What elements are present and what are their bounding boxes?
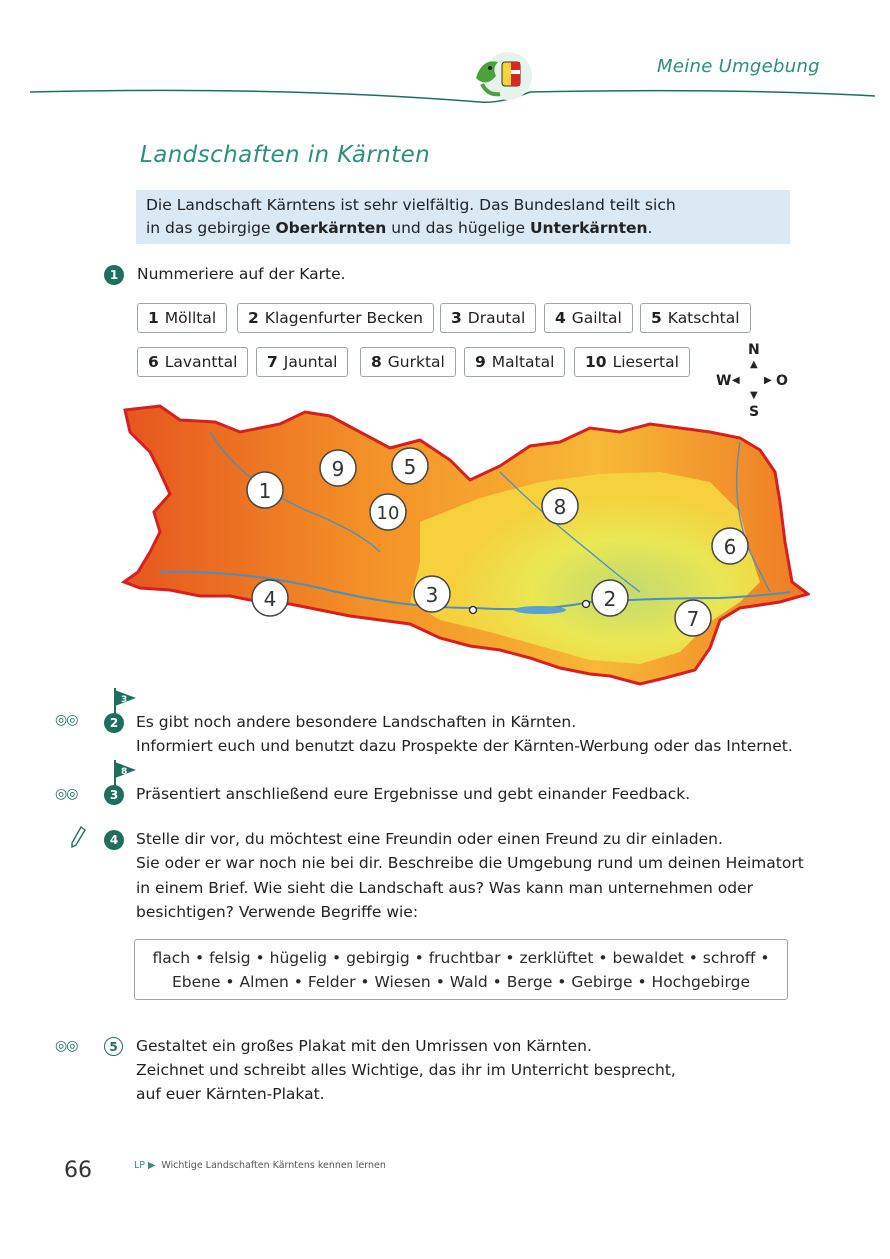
- compass-arrow-left-icon: ◀: [732, 375, 740, 386]
- map-marker-10[interactable]: [370, 494, 406, 530]
- intro-bold-unterkaernten: Unterkärnten: [529, 219, 648, 237]
- partner-work-icon: ◎◎: [55, 1038, 78, 1054]
- chip-maltatal: 9 Maltatal: [464, 347, 565, 377]
- map-marker-7[interactable]: [675, 600, 711, 636]
- task-4-line-1: Stelle dir vor, du möchtest eine Freundin oder einen Freund zu dir einladen.: [136, 830, 723, 848]
- compass-south: S: [749, 404, 760, 420]
- task-4-number: 4: [104, 830, 124, 850]
- svg-text:2: 2: [603, 587, 617, 611]
- svg-text:3: 3: [425, 583, 439, 607]
- compass-east: O: [776, 373, 788, 389]
- chip-drautal: 3 Drautal: [440, 303, 536, 333]
- map-marker-8[interactable]: [542, 488, 578, 524]
- vocabulary-line-1: flach • felsig • hügelig • gebirgig • fruchtbar • zerklüftet • bewaldet • schroff •: [152, 949, 770, 967]
- map-marker-1[interactable]: [247, 472, 283, 508]
- carinthia-dragon-crest-icon: [468, 48, 538, 104]
- svg-text:5: 5: [403, 455, 417, 479]
- map-marker-9[interactable]: [320, 450, 356, 486]
- lp-label: LP ▶: [134, 1160, 156, 1171]
- compass-arrow-right-icon: ▶: [764, 375, 772, 386]
- svg-text:9: 9: [331, 457, 345, 481]
- intro-box: [136, 190, 790, 244]
- svg-text:8: 8: [553, 495, 567, 519]
- chip-gurktal: 8 Gurktal: [360, 347, 456, 377]
- intro-bold-oberkaernten: Oberkärnten: [275, 219, 387, 237]
- task-2-line-2: Informiert euch und benutzt dazu Prospekte der Kärnten-Werbung oder das Internet.: [136, 737, 793, 755]
- vocabulary-box: [134, 939, 788, 1000]
- task-2-line-1: Es gibt noch andere besondere Landschaften in Kärnten.: [136, 713, 577, 731]
- task-5-line-1: Gestaltet ein großes Plakat mit den Umrissen von Kärnten.: [136, 1037, 592, 1055]
- map-marker-3[interactable]: [414, 576, 450, 612]
- task-1-text: Nummeriere auf der Karte.: [137, 265, 346, 283]
- intro-line-1: Die Landschaft Kärntens ist sehr vielfältig. Das Bundesland teilt sich: [146, 196, 676, 214]
- chip-gailtal: 4 Gailtal: [544, 303, 633, 333]
- vocabulary-line-2: Ebene • Almen • Felder • Wiesen • Wald • Berge • Gebirge • Hochgebirge: [171, 973, 751, 991]
- partner-work-icon: ◎◎: [55, 786, 78, 802]
- klagenfurt-city-marker: [583, 601, 590, 608]
- map-marker-6[interactable]: [712, 528, 748, 564]
- villach-city-marker: [470, 607, 477, 614]
- map-marker-2[interactable]: [592, 580, 628, 616]
- task-5-number: 5: [104, 1037, 123, 1056]
- task-1-number: 1: [104, 265, 124, 285]
- task-5-line-3: auf euer Kärnten-Plakat.: [136, 1085, 325, 1103]
- svg-text:10: 10: [376, 503, 400, 524]
- partner-work-icon: ◎◎: [55, 712, 78, 728]
- svg-text:6: 6: [723, 535, 737, 559]
- task-3-text: Präsentiert anschließend eure Ergebnisse und gebt einander Feedback.: [136, 785, 691, 803]
- pencil-icon: [70, 826, 86, 848]
- task-4-line-2: Sie oder er war noch nie bei dir. Beschreibe die Umgebung rund um deinen Heimatort: [136, 854, 804, 872]
- woerthersee-lake: [514, 606, 566, 614]
- chip-klagenfurter-becken: 2 Klagenfurter Becken: [237, 303, 434, 333]
- svg-text:4: 4: [263, 587, 277, 611]
- task-5-line-2: Zeichnet und schreibt alles Wichtige, das ihr im Unterricht besprecht,: [136, 1061, 676, 1079]
- task-2-number: 2: [104, 713, 124, 733]
- task-4-line-3: in einem Brief. Wie sieht die Landschaft aus? Was kann man unternehmen oder: [136, 879, 754, 897]
- chip-jauntal: 7 Jauntal: [256, 347, 348, 377]
- footer-text: Wichtige Landschaften Kärntens kennen lernen: [161, 1160, 386, 1171]
- carinthia-relief-map: [120, 402, 810, 702]
- chip-liesertal: 10 Liesertal: [574, 347, 690, 377]
- compass-arrow-down-icon: ▼: [750, 390, 758, 401]
- svg-text:3: 3: [121, 695, 128, 705]
- footer-curriculum-note: [134, 1160, 386, 1171]
- map-marker-4[interactable]: [252, 580, 288, 616]
- svg-text:8: 8: [121, 767, 128, 777]
- page-number: 66: [64, 1158, 92, 1183]
- compass-arrow-up-icon: ▲: [750, 359, 758, 370]
- header-divider: [30, 78, 875, 108]
- intro-line-2: in das gebirgige Oberkärnten und das hügelige Unterkärnten.: [146, 219, 653, 237]
- page-title: Landschaften in Kärnten: [140, 142, 431, 168]
- task-4-line-4: besichtigen? Verwende Begriffe wie:: [136, 903, 419, 921]
- compass-west: W: [716, 373, 732, 389]
- chip-moelltal: 1 Mölltal: [137, 303, 227, 333]
- svg-text:1: 1: [258, 479, 272, 503]
- map-marker-5[interactable]: [392, 448, 428, 484]
- svg-text:7: 7: [686, 607, 700, 631]
- chip-lavanttal: 6 Lavanttal: [137, 347, 248, 377]
- section-title: Meine Umgebung: [657, 56, 820, 77]
- task-3-number: 3: [104, 785, 124, 805]
- chip-katschtal: 5 Katschtal: [640, 303, 751, 333]
- compass-north: N: [748, 342, 760, 358]
